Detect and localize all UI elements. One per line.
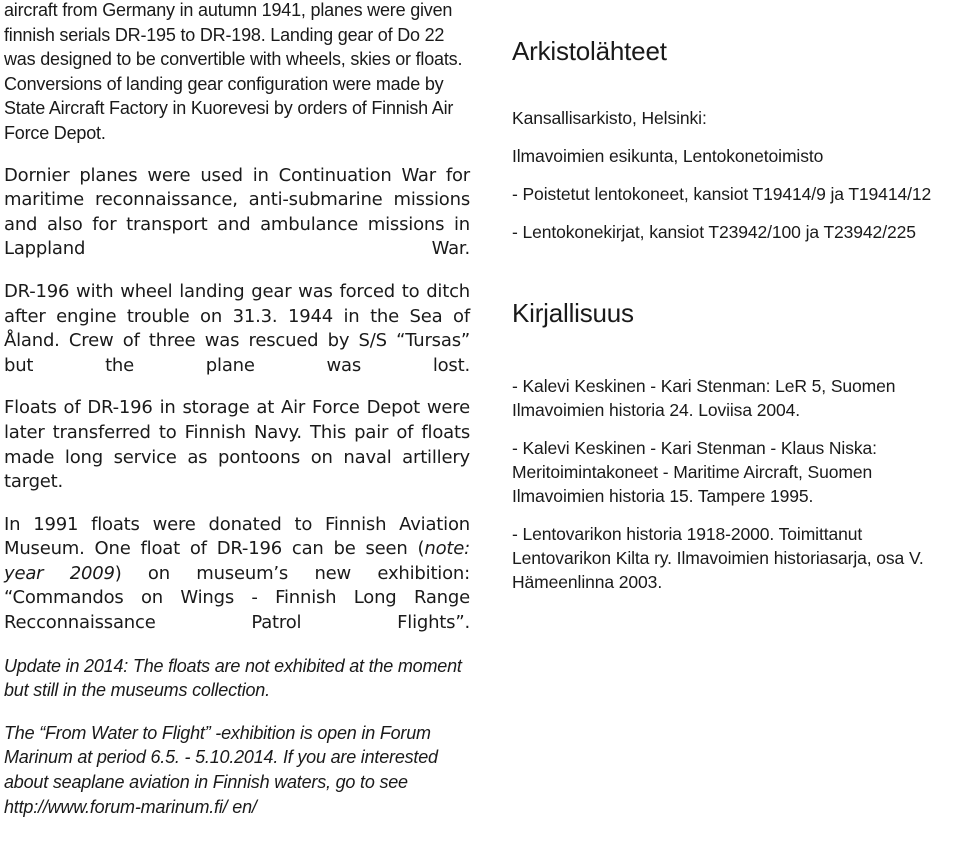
archive-location: Kansallisarkisto, Helsinki: — [512, 108, 707, 128]
archive-item-1: - Poistetut lentokoneet, kansiot T19414/9 ja T19414/12 — [512, 184, 932, 204]
floats-paragraph: Floats of DR-196 in storage at Air Force Depot were later transferred to Finnish Navy. This pair of floats made long service as pontoons on naval artillery target. — [4, 397, 470, 493]
museum-note: note: year 2009 — [4, 538, 470, 584]
archive-item-2: - Lentokonekirjat, kansiot T23942/100 ja T23942/225 — [512, 222, 916, 242]
exhibition-paragraph: The “From Water to Flight” -exhibition is open in Forum Marinum at period 6.5. - 5.10.2014. If you are interested about seaplane aviation in Finnish waters, go to see http://www.forum-marinum.fi/ en/ — [4, 722, 438, 817]
museum-paragraph — [4, 513, 470, 636]
dr196-paragraph: DR-196 with wheel landing gear was forced to ditch after engine trouble on 31.3. 1944 in the Sea of Åland. Crew of three was rescued by S/S “Tursas” but the plane was lost. — [4, 280, 470, 376]
literature-item-2: - Kalevi Keskinen - Kari Stenman - Klaus Niska: Meritoimintakoneet - Maritime Aircraft, Suomen Ilmavoimien historia 15. Tampere 1995. — [512, 438, 877, 506]
intro-paragraph: aircraft from Germany in autumn 1941, planes were given finnish serials DR-195 to DR-198. Landing gear of Do 22 was designed to be convertible with wheels, skies or floats. Conversions of landing gear configuration were made by State Aircraft Factory in Kuorevesi by orders of Finnish Air Force Depot. — [4, 0, 463, 143]
museum-text-before-note: In 1991 floats were donated to Finnish Aviation Museum. One float of DR-196 can be seen ( — [4, 513, 470, 560]
literature-item-1: - Kalevi Keskinen - Kari Stenman: LeR 5, Suomen Ilmavoimien historia 24. Loviisa 2004. — [512, 376, 896, 420]
literature-heading: Kirjallisuus — [512, 298, 634, 328]
archives-heading: Arkistolähteet — [512, 36, 667, 66]
continuation-war-paragraph: Dornier planes were used in Continuation War for maritime reconnaissance, anti-submarine missions and also for transport and ambulance missions in Lappland War. — [4, 164, 470, 260]
literature-item-3: - Lentovarikon historia 1918-2000. Toimittanut Lentovarikon Kilta ry. Ilmavoimien historiasarja, osa V. Hämeenlinna 2003. — [512, 524, 924, 592]
archive-unit: Ilmavoimien esikunta, Lentokonetoimisto — [512, 146, 824, 166]
left-column — [4, 0, 470, 819]
right-column — [512, 0, 952, 594]
museum-text-after-note: ) on museum’s new exhibition: “Commandos on Wings - Finnish Long Range Recconnaissance Patrol Flights”. — [4, 562, 470, 634]
update-paragraph: Update in 2014: The floats are not exhibited at the moment but still in the museums collection. — [4, 655, 462, 701]
